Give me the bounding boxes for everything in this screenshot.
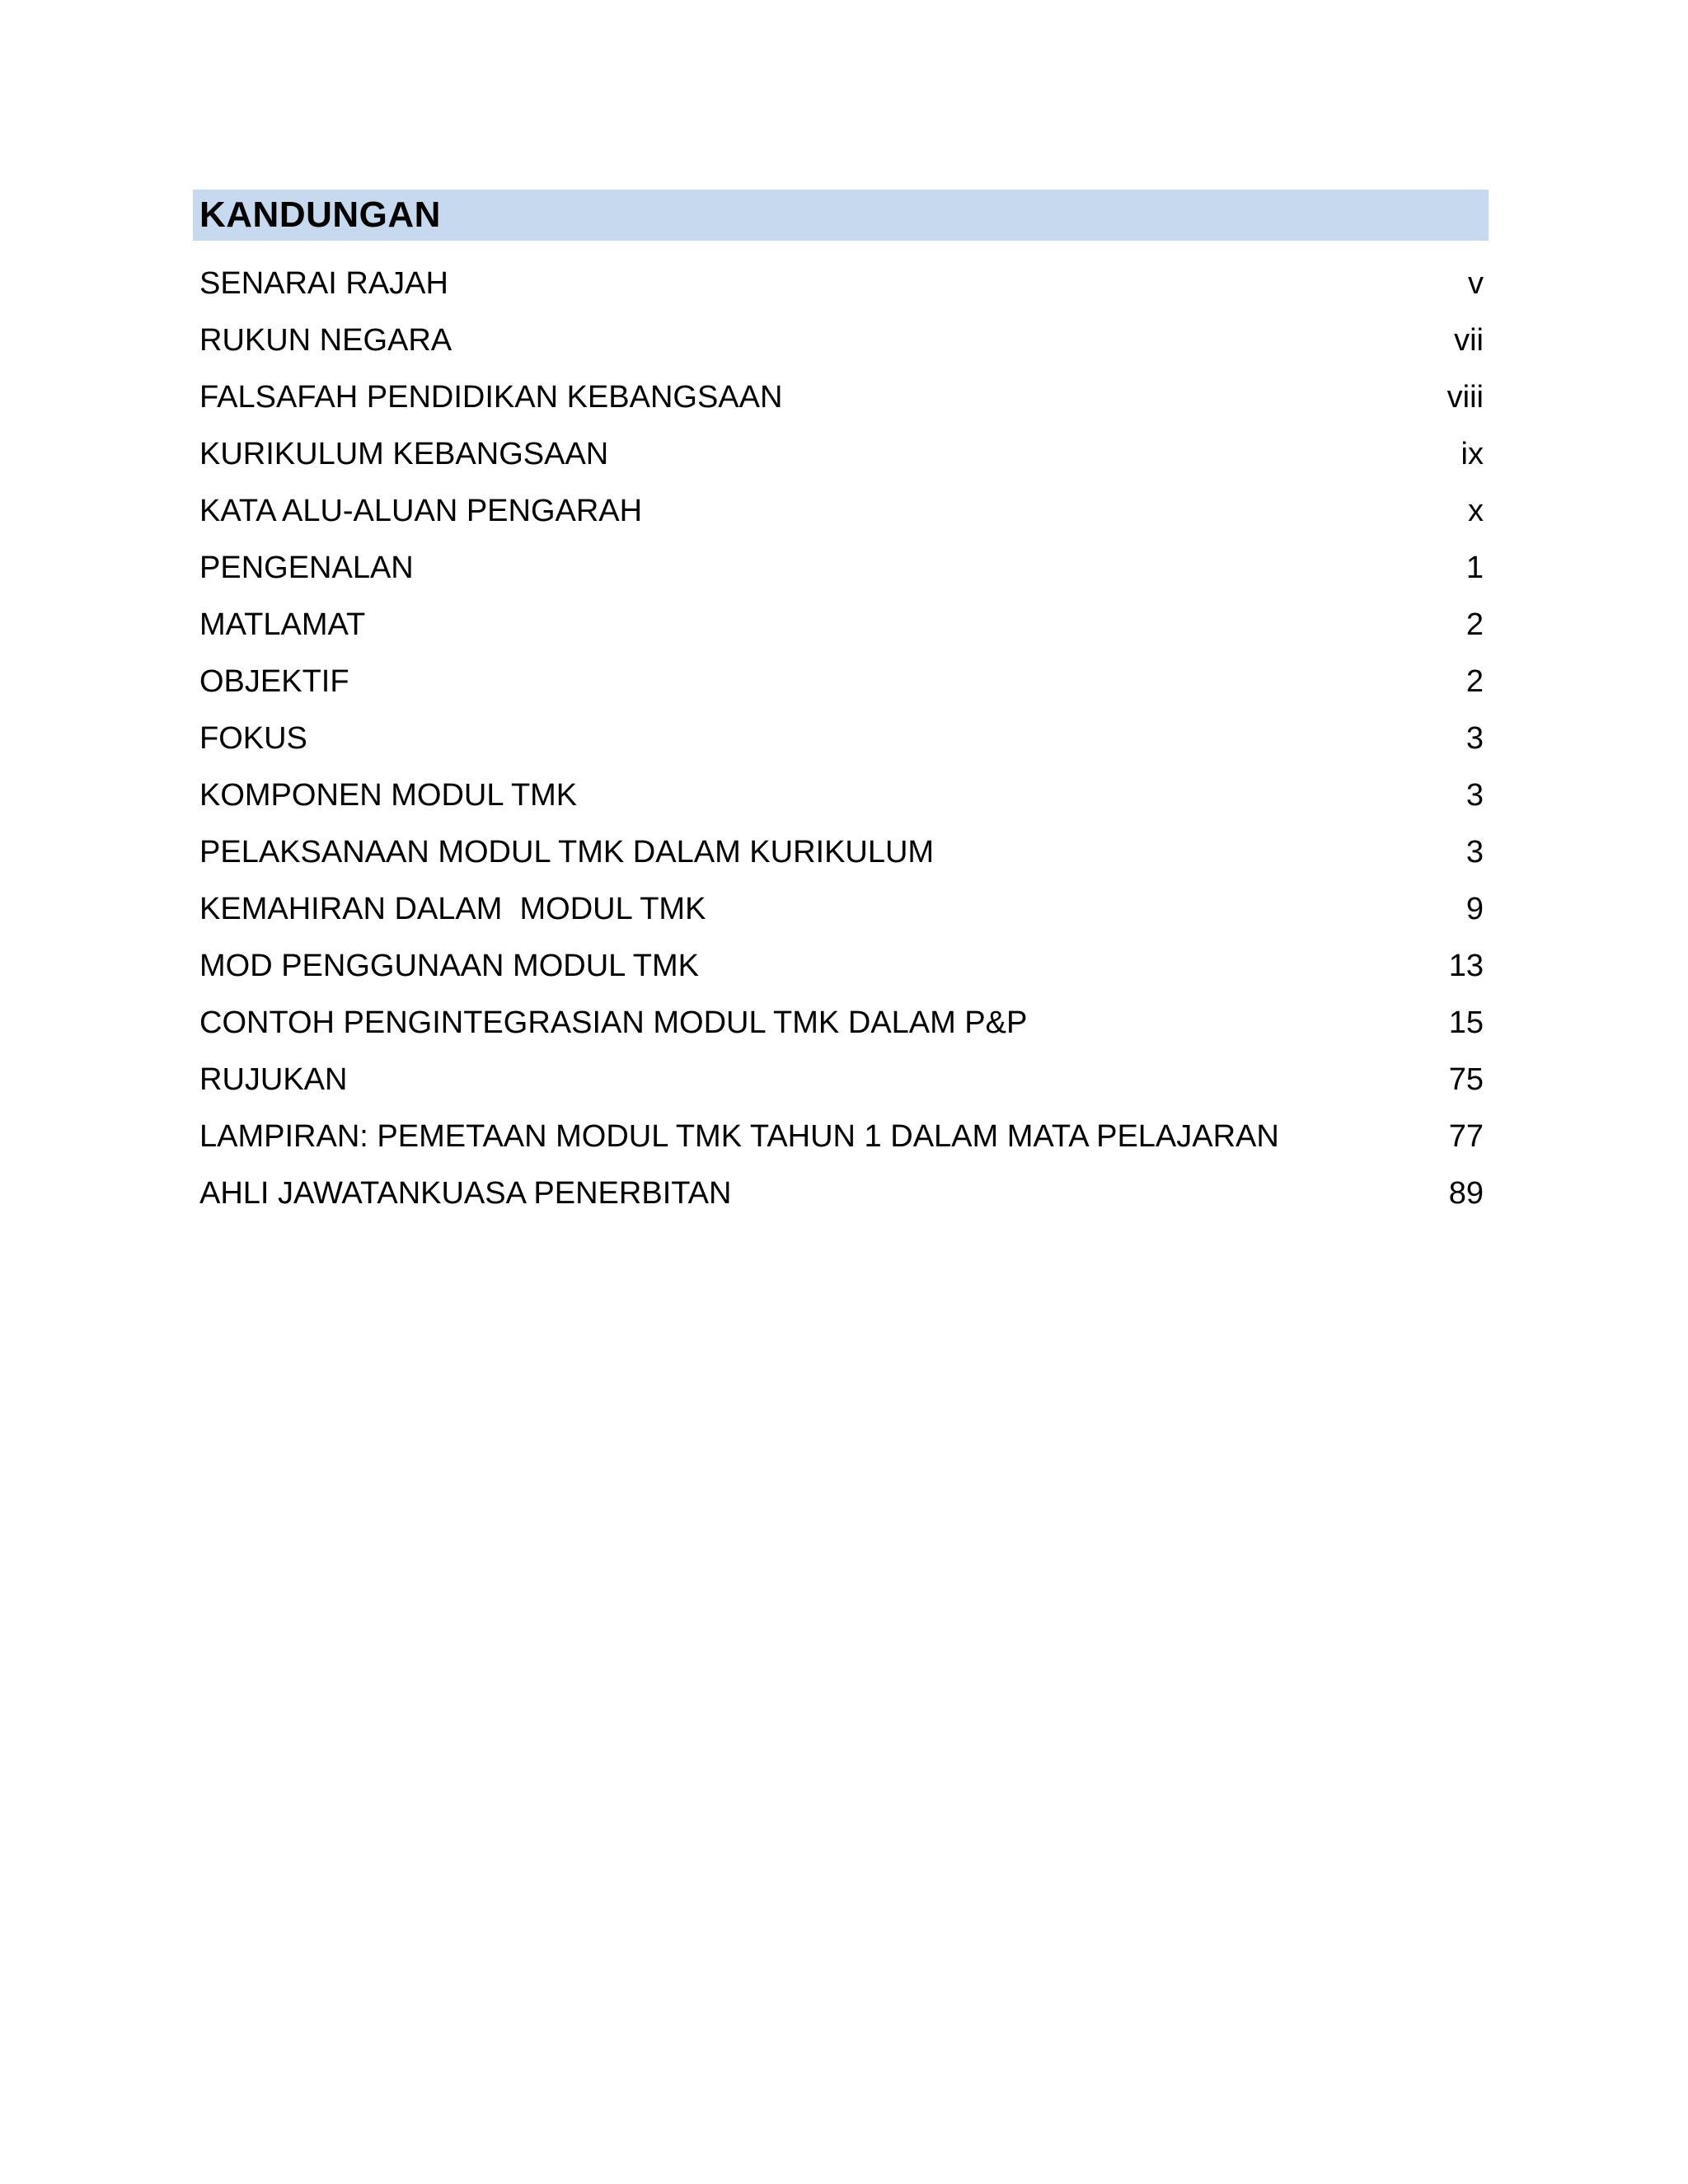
toc-entry <box>193 312 1489 369</box>
toc-list <box>193 255 1489 1222</box>
toc-entry-page: 89 <box>1448 1176 1484 1211</box>
table-of-contents <box>193 190 1489 1222</box>
toc-entry <box>193 710 1489 767</box>
toc-entry-title: MOD PENGGUNAAN MODUL TMK <box>199 949 699 983</box>
toc-entry-title: SENARAI RAJAH <box>199 266 448 301</box>
toc-entry-page: 77 <box>1448 1119 1484 1154</box>
toc-entry-title: OBJEKTIF <box>199 664 349 699</box>
toc-entry-page: 2 <box>1465 607 1484 642</box>
toc-entry <box>193 1108 1489 1165</box>
toc-entry <box>193 824 1489 881</box>
toc-entry-page: 13 <box>1448 949 1484 983</box>
toc-entry <box>193 938 1489 995</box>
toc-entry-page: 15 <box>1448 1005 1484 1040</box>
toc-entry <box>193 767 1489 824</box>
toc-entry-title: LAMPIRAN: PEMETAAN MODUL TMK TAHUN 1 DALAM MATA PELAJARAN <box>199 1119 1279 1154</box>
toc-entry <box>193 540 1489 597</box>
toc-entry-title: AHLI JAWATANKUASA PENERBITAN <box>199 1176 732 1211</box>
toc-entry-page: ix <box>1461 437 1484 471</box>
toc-heading: KANDUNGAN <box>193 190 1489 241</box>
toc-entry-title: FALSAFAH PENDIDIKAN KEBANGSAAN <box>199 380 783 415</box>
toc-entry-title: PENGENALAN <box>199 551 414 585</box>
toc-entry-page: 3 <box>1465 835 1484 869</box>
toc-entry-title: MATLAMAT <box>199 607 366 642</box>
toc-entry <box>193 369 1489 426</box>
toc-entry-page: 75 <box>1448 1062 1484 1097</box>
toc-entry-page: v <box>1468 266 1484 301</box>
toc-entry-page: 3 <box>1465 778 1484 813</box>
toc-entry <box>193 1052 1489 1108</box>
toc-entry-title: FOKUS <box>199 721 307 756</box>
toc-entry <box>193 881 1489 938</box>
toc-entry-page: vii <box>1454 323 1484 358</box>
toc-entry <box>193 483 1489 540</box>
toc-entry <box>193 654 1489 710</box>
toc-entry-title: RUKUN NEGARA <box>199 323 452 358</box>
toc-entry-title: KOMPONEN MODUL TMK <box>199 778 578 813</box>
toc-entry-title: KATA ALU-ALUAN PENGARAH <box>199 494 643 528</box>
toc-entry-page: 1 <box>1465 551 1484 585</box>
toc-entry <box>193 995 1489 1052</box>
toc-entry <box>193 255 1489 312</box>
toc-entry <box>193 426 1489 483</box>
toc-entry <box>193 597 1489 654</box>
toc-entry-title: RUJUKAN <box>199 1062 348 1097</box>
toc-entry-title: KEMAHIRAN DALAM MODUL TMK <box>199 892 706 926</box>
toc-entry-page: 9 <box>1465 892 1484 926</box>
toc-entry-title: KURIKULUM KEBANGSAAN <box>199 437 609 471</box>
toc-entry-page: 2 <box>1465 664 1484 699</box>
toc-entry-page: viii <box>1447 380 1484 415</box>
toc-entry-title: PELAKSANAAN MODUL TMK DALAM KURIKULUM <box>199 835 935 869</box>
toc-entry-page: 3 <box>1465 721 1484 756</box>
toc-entry <box>193 1165 1489 1222</box>
toc-entry-title: CONTOH PENGINTEGRASIAN MODUL TMK DALAM P&P <box>199 1005 1028 1040</box>
toc-entry-page: x <box>1468 494 1484 528</box>
